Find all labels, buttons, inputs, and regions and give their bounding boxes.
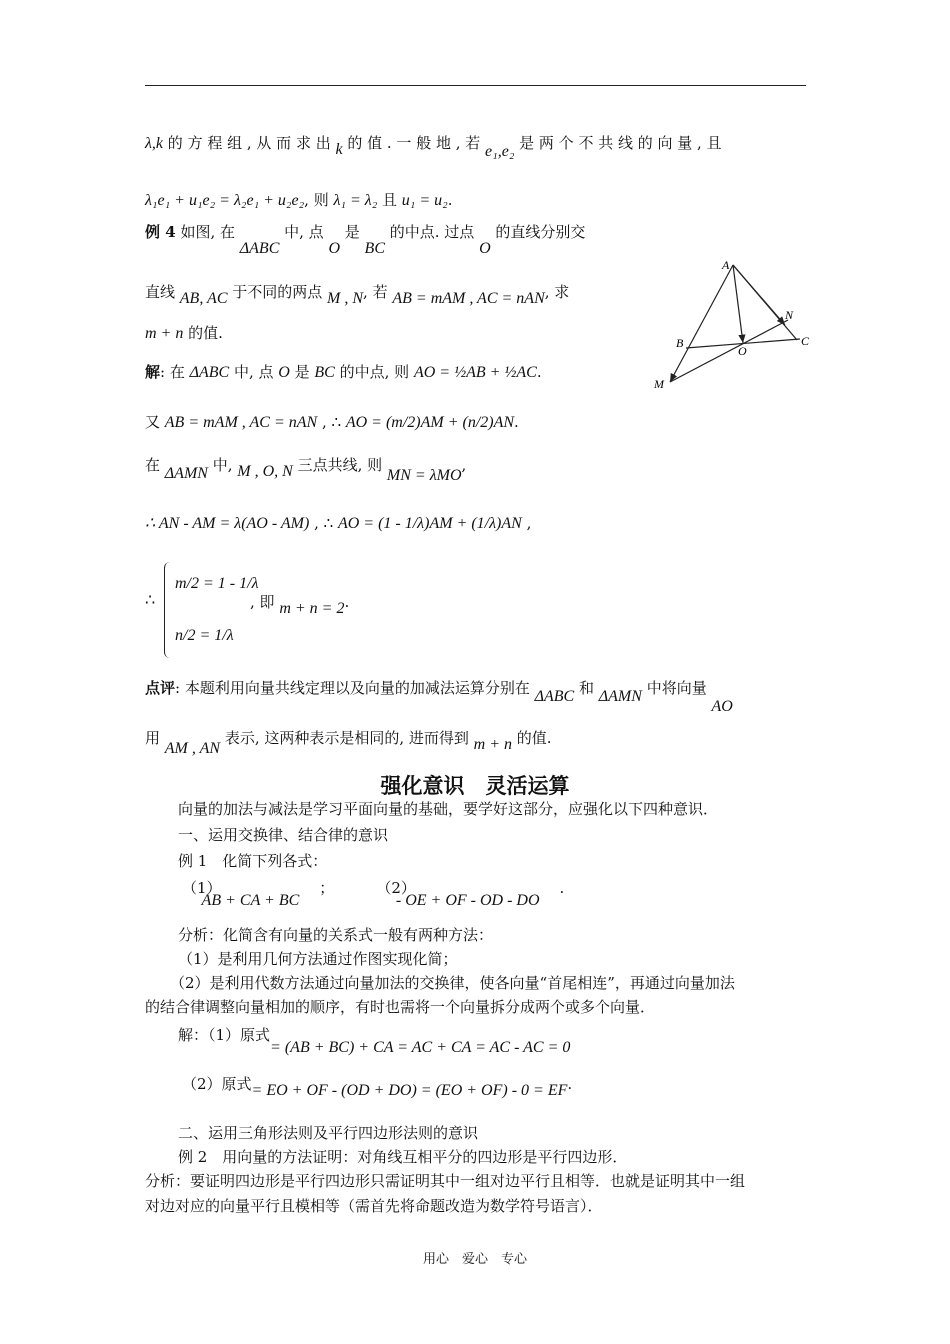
triangle-figure — [650, 255, 820, 395]
math-m-plus-n: m + n — [473, 736, 513, 753]
text: : 本题利用向量共线定理以及向量的加减法运算分别在 — [175, 679, 535, 697]
math-k: k — [335, 141, 343, 158]
text: 且 — [377, 191, 402, 209]
math-item-2: - OE + OF - OD - DO — [395, 892, 540, 909]
math-ao-lambda: AO = (1 - 1/λ)AM + (1/λ)AN — [337, 515, 522, 532]
math-m-plus-n: m + n — [145, 325, 184, 342]
example-1-items — [182, 878, 565, 909]
section-title: 强化意识 灵活运算 — [380, 773, 570, 798]
analysis-6: 对边对应的向量平行且模相等（需首先将命题改造为数学符号语言）． — [145, 1197, 603, 1215]
text-line-4 — [145, 282, 570, 307]
math-equation: λ₁e₁ + u₁e₂ = λ₂e₁ + u₂e₂ — [145, 192, 305, 209]
text: 的值. — [512, 729, 552, 747]
math-lambda-eq: λ₁ = λ₂ — [333, 192, 378, 209]
text: , 即 — [250, 593, 280, 611]
math-triangle-abc: ΔABC — [189, 364, 230, 381]
text: 的 值 . 一 般 地 , 若 — [342, 134, 486, 152]
text-line-9 — [145, 513, 531, 534]
math-ao: AO — [711, 698, 733, 715]
math-triangle-amn: ΔAMN — [164, 465, 208, 482]
math-ao-expr: AO = (m/2)AM + (n/2)AN — [345, 414, 515, 431]
text: . — [344, 593, 350, 611]
math-e1-e2: e₁,e₂ — [485, 143, 515, 160]
text-line-5 — [145, 323, 223, 344]
text: 的中点, 则 — [334, 363, 414, 381]
subheading-2: 二、运用三角形法则及平行四边形法则的意识 — [178, 1124, 479, 1142]
text: 中, — [207, 456, 238, 474]
solution-2 — [182, 1074, 573, 1099]
text: . — [447, 191, 453, 209]
text: 在 — [145, 456, 165, 474]
example-2-title: 例 2 用向量的方法证明：对角线互相平分的四边形是平行四边形． — [178, 1148, 628, 1166]
review-line — [145, 678, 733, 715]
math-vector-condition: AB = mAM , AC = nAN — [164, 414, 318, 431]
text: 的中点. 过点 — [385, 223, 480, 241]
math-eq1: m/2 = 1 - 1/λ — [175, 575, 259, 592]
text: 中, 点 — [229, 363, 279, 381]
page-footer: 用心 爱心 专心 — [422, 1252, 527, 1267]
text: 又 — [145, 413, 165, 431]
math-an-am: ∴ AN - AM = λ(AO - AM) — [145, 515, 310, 532]
solution-line — [145, 362, 542, 383]
text: , ∴ — [317, 413, 346, 431]
text: 是 两 个 不 共 线 的 向 量 , 且 — [514, 134, 722, 152]
line-am — [670, 265, 733, 382]
label-c: C — [801, 334, 810, 348]
text: 的值. — [183, 324, 223, 342]
text-line-1 — [145, 133, 722, 160]
math-solution-2: = EO + OF - (OD + DO) = (EO + OF) - 0 = EF — [251, 1082, 568, 1099]
text: , 若 — [363, 283, 393, 301]
system-result-line — [250, 592, 350, 617]
text: 于不同的两点 — [227, 283, 328, 301]
label-n: N — [785, 308, 794, 322]
system-eq1 — [175, 573, 259, 594]
text: 解：（1）原式 — [178, 1026, 271, 1044]
text: 如图, 在 — [175, 223, 240, 241]
text: 的直线分别交 — [490, 223, 586, 241]
header-rule — [145, 85, 806, 86]
paragraph-1: 向量的加法与减法是学习平面向量的基础，要学好这部分，应强化以下四种意识． — [178, 800, 719, 818]
text: , — [521, 514, 532, 532]
text: . — [559, 879, 565, 897]
text: , 则 — [304, 191, 334, 209]
system-therefore — [145, 590, 155, 611]
math-ab-ac: AB, AC — [179, 290, 228, 307]
label-m: M — [654, 377, 664, 391]
analysis-3: （2）是利用代数方法通过向量加法的交换律，使各向量“首尾相连”，再通过向量加法 — [170, 974, 735, 992]
therefore-symbol: ∴ — [145, 592, 156, 609]
math-collinear: MN = λMO — [386, 467, 462, 484]
text: 直线 — [145, 283, 180, 301]
vector-ao — [733, 265, 743, 343]
math-o: O — [328, 240, 340, 257]
analysis-4: 的结合律调整向量相加的顺序，有时也需将一个向量拆分成两个或多个向量． — [145, 998, 656, 1016]
text: （2）原式 — [182, 1075, 252, 1093]
label-o: O — [738, 344, 747, 358]
review-label: 点评 — [145, 679, 176, 697]
math-bc: BC — [314, 364, 335, 381]
text: . — [536, 363, 542, 381]
text: , ∴ — [309, 514, 338, 532]
solution-1 — [178, 1025, 571, 1056]
line-mn — [670, 320, 788, 382]
item-1-label: （1） — [182, 879, 222, 897]
text: 用 — [145, 729, 165, 747]
review-line-2 — [145, 728, 552, 757]
text: 表示, 这两种表示是相同的, 进而得到 — [220, 729, 474, 747]
text: 的 方 程 组 , 从 而 求 出 — [163, 134, 336, 152]
text: 和 — [574, 679, 599, 697]
analysis-5: 分析：要证明四边形是平行四边形只需证明其中一组对边平行且相等．也就是证明其中一组 — [145, 1172, 746, 1190]
text-line-2 — [145, 190, 453, 211]
math-lambda-k: λ,k — [145, 135, 164, 152]
math-triangle-abc: ΔABC — [239, 240, 280, 257]
math-result: m + n = 2 — [279, 600, 345, 617]
math-o: O — [479, 240, 491, 257]
text-line-7 — [145, 412, 519, 433]
text: 三点共线, 则 — [292, 456, 387, 474]
label-a: A — [722, 258, 730, 272]
text-line-8 — [145, 455, 467, 484]
math-am-an: AM , AN — [164, 740, 221, 757]
example-label: 例 4 — [145, 223, 176, 241]
math-bc: BC — [364, 240, 385, 257]
item-2-label: （2） — [376, 879, 416, 897]
example-4-line — [145, 222, 586, 257]
vector-an — [733, 265, 785, 325]
math-item-1: AB + CA + BC — [201, 892, 300, 909]
text: 中将向量 — [641, 679, 712, 697]
analysis-2: （1）是利用几何方法通过作图实现化简； — [178, 950, 458, 968]
solution-label: 解 — [145, 363, 161, 381]
math-ao-midpoint: AO = ½AB + ½AC — [413, 364, 537, 381]
text: : 在 — [160, 363, 190, 381]
text: 中, 点 — [279, 223, 329, 241]
text: , — [461, 456, 467, 474]
math-vector-condition: AB = mAM , AC = nAN — [392, 290, 545, 307]
math-o: O — [278, 364, 290, 381]
system-eq2 — [175, 625, 234, 646]
label-b: B — [676, 336, 684, 350]
text: 是 — [340, 223, 365, 241]
analysis-1: 分析：化简含有向量的关系式一般有两种方法： — [178, 926, 494, 944]
example-1-title: 例 1 化简下列各式： — [178, 852, 328, 870]
math-u-eq: u₁ = u₂ — [401, 192, 448, 209]
text: ； — [319, 879, 335, 897]
math-m-o-n: M , O, N — [237, 463, 293, 480]
text: , 求 — [544, 283, 570, 301]
text: . — [514, 413, 519, 431]
math-triangle-abc: ΔABC — [534, 688, 575, 705]
text: . — [567, 1075, 573, 1093]
math-solution-1: = (AB + BC) + CA = AC + CA = AC - AC = 0 — [270, 1039, 571, 1056]
math-triangle-amn: ΔAMN — [598, 688, 642, 705]
system-brace — [164, 562, 173, 658]
math-m-n: M , N — [327, 290, 364, 307]
text: 是 — [289, 363, 315, 381]
subheading-1: 一、运用交换律、结合律的意识 — [178, 826, 389, 844]
math-eq2: n/2 = 1/λ — [175, 627, 234, 644]
